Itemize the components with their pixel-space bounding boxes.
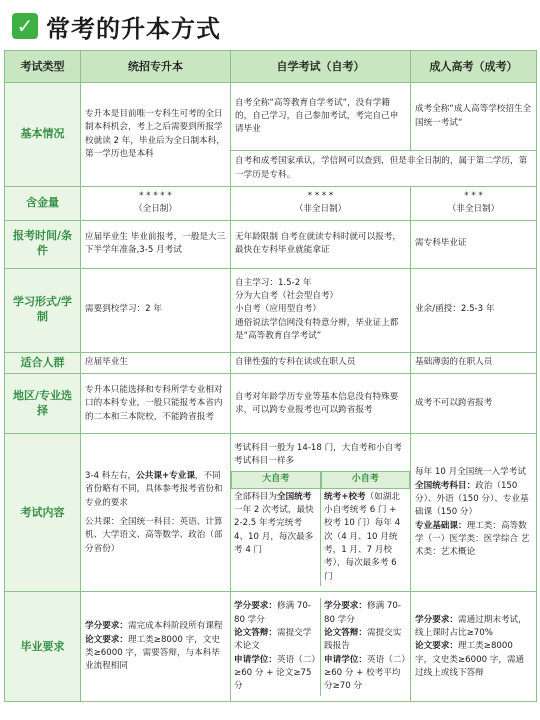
- page-title: 常考的升本方式: [46, 14, 221, 43]
- row-label-value: 含金量: [5, 187, 81, 221]
- header-row: [5, 51, 537, 83]
- text: 需提交实践报告: [324, 628, 402, 652]
- row-label-basic: 基本情况: [5, 83, 81, 187]
- line: [85, 634, 226, 674]
- line: [415, 480, 532, 520]
- bold-text: 申请学位：: [324, 654, 367, 665]
- text: 英语（二）≥60 分 + 校考平均分≥70 分: [324, 654, 406, 692]
- paragraph: 公共课：全国统一科目：英语、计算机、大学语文、高等数学、政治（部分省份）: [85, 516, 223, 554]
- line: [415, 614, 532, 641]
- text: 一年 2 次考试，最快 2-2.5 年考完统考 4、10 月，每次最多考 4 门: [234, 504, 314, 555]
- cell-basic-zikao: 自考全称“高等教育自学考试“，没有学籍的，自己学习，自己参加考试，考完自己申请毕业: [231, 83, 411, 151]
- line: 自主学习：1.5-2 年: [235, 277, 312, 288]
- text: 3-4 科左右，: [85, 471, 137, 482]
- bold-text: 全国统考科目：: [415, 480, 476, 491]
- table-row: [5, 374, 537, 434]
- line: 每年 10 月全国统一入学考试: [415, 467, 526, 478]
- line: [85, 620, 226, 633]
- cell-graduate-tongzhao: [81, 592, 231, 702]
- text: 理工类≥8000 字，文史类≥6000 字，需要答辩，与本科毕业流程相同: [85, 634, 220, 672]
- line: 分为大自考（社会型自考）: [235, 291, 339, 302]
- line: [324, 627, 407, 654]
- text: 政治（150 分）、外语（150 分）、专业基础课（150 分）: [415, 480, 529, 518]
- bold-text: 专业基础课：: [415, 520, 467, 531]
- cell-form-tongzhao: 需要到校学习：2 年: [81, 268, 231, 352]
- header-zikao: 自学考试（自考）: [231, 51, 411, 83]
- bold-text: 申请学位：: [234, 654, 277, 665]
- row-label-crowd: 适合人群: [5, 352, 81, 374]
- bold-text: 全国统考: [276, 491, 312, 502]
- text: （如湖北小自考统考 6 门 + 校考 10 门）每年 4 次（4 月、10 月统考，1 月、7 月校考），每次最多考 6 门: [324, 491, 401, 582]
- paragraph: [85, 470, 226, 510]
- cell-form-zikao: [231, 268, 411, 352]
- line: [415, 640, 532, 680]
- cell-graduate-zikao: [231, 592, 411, 702]
- note: （全日制）: [134, 204, 177, 215]
- da-graduate: [231, 598, 320, 695]
- row-label-graduate: 毕业要求: [5, 592, 81, 702]
- bold-text: 统考+校考: [324, 491, 366, 502]
- cell-graduate-chengkao: [411, 592, 537, 702]
- cell-form-chengkao: 业余/函授：2.5-3 年: [411, 268, 537, 352]
- cell-time-zikao: 无年龄限制 自考在就读专科时就可以报考，最快在专科毕业就能拿证: [231, 220, 411, 268]
- stars: * * * *: [307, 191, 334, 201]
- line: [324, 600, 407, 627]
- table-row: [5, 434, 537, 592]
- text: 需提交学术论文: [234, 628, 312, 652]
- cell-region-chengkao: 成考不可以跨省报考: [411, 374, 537, 434]
- sub-head-da: 大自考: [231, 471, 321, 489]
- text: 修满 70-80 学分: [234, 601, 311, 625]
- row-label-content: 考试内容: [5, 434, 81, 592]
- xiao-content: [320, 489, 410, 586]
- table-row: [5, 83, 537, 151]
- cell-value-tongzhao: [81, 187, 231, 221]
- line: 小自考（应用型自考）: [235, 304, 321, 315]
- text: 修满 70-80 学分: [324, 601, 401, 625]
- text: ，不同省份略有不同，具体参考报考省份和专业的要求: [85, 471, 223, 508]
- bold-text: 论文要求：: [85, 634, 128, 645]
- cell-content-zikao: [231, 434, 411, 592]
- xiao-graduate: [320, 598, 410, 695]
- comparison-table: [4, 50, 537, 702]
- text: 需完成本科阶段所有课程: [127, 621, 223, 632]
- cell-time-chengkao: 需专科毕业证: [411, 220, 537, 268]
- cell-content-chengkao: [411, 434, 537, 592]
- line: [234, 627, 317, 654]
- da-content: [231, 489, 320, 586]
- header: [12, 6, 221, 46]
- table-row: [5, 352, 537, 374]
- cell-basic-shared: 自考和成考国家承认，学信网可以查到，但是非全日制的，属于第二学历，第一学历是专科。: [231, 151, 537, 187]
- cell-value-zikao: [231, 187, 411, 221]
- stars: * * * * *: [139, 191, 172, 201]
- stars: * * *: [464, 191, 483, 201]
- cell-crowd-tongzhao: 应届毕业生: [81, 352, 231, 374]
- note: （非全日制）: [294, 204, 347, 215]
- zikao-split: [231, 489, 410, 586]
- cell-region-tongzhao: 专升本只能选择和专科所学专业相对口的本科专业，一般只能报考本省内的二本和三本院校，不能跨省报考: [81, 374, 231, 434]
- line: [234, 654, 317, 694]
- note: （非全日制）: [447, 204, 500, 215]
- line: [324, 654, 407, 694]
- bold-text: 论文要求：: [415, 641, 458, 652]
- cell-value-chengkao: [411, 187, 537, 221]
- bold-text: 论文答辩：: [324, 628, 367, 638]
- text: 需通过期末考试，线上课时占比≥70%: [415, 614, 527, 638]
- cell-content-tongzhao: [81, 434, 231, 592]
- table-row: [5, 220, 537, 268]
- cell-time-tongzhao: 应届毕业生 毕业前报考，一般是大三下半学年准备,3-5 月考试: [81, 220, 231, 268]
- header-chengkao: 成人高考（成考）: [411, 51, 537, 83]
- bold-text: 学分要求：: [415, 614, 458, 625]
- line: [234, 600, 317, 627]
- cell-crowd-zikao: 自律性强的专科在读或在职人员: [231, 352, 411, 374]
- text: 英语（二）≥60 分 + 论文≥75 分: [234, 654, 316, 692]
- cell-basic-chengkao: 成考全称“成人高等学校招生全国统一考试“: [411, 83, 537, 151]
- sub-head-xiao: 小自考: [321, 471, 411, 489]
- header-tongzhao: 统招专升本: [81, 51, 231, 83]
- check-icon: ✓: [12, 13, 38, 39]
- table-row: [5, 187, 537, 221]
- text: 全部科目为: [234, 491, 277, 502]
- cell-crowd-chengkao: 基础薄弱的在职人员: [411, 352, 537, 374]
- zikao-subheads: [231, 471, 410, 489]
- bold-text: 学分要求：: [85, 621, 128, 632]
- text: 理工类：高等数学（一）医学类：医学综合 艺术类：艺术概论: [415, 520, 530, 558]
- zikao-graduate-split: [231, 598, 410, 695]
- bold-text: 公共课+专业课: [136, 471, 195, 482]
- row-label-form: 学习形式/学制: [5, 268, 81, 352]
- table-row: [5, 268, 537, 352]
- header-type: 考试类型: [5, 51, 81, 83]
- line: [415, 520, 532, 560]
- bold-text: 学分要求：: [324, 601, 367, 612]
- cell-basic-tongzhao: 专升本是目前唯一专科生可考的全日制本科机会，考上之后需要到所报学校就读 2 年，毕业后为全日制本科，第一学历也是本科: [81, 83, 231, 187]
- bold-text: 论文答辩：: [234, 628, 277, 638]
- row-label-time: 报考时间/条件: [5, 220, 81, 268]
- table-row: [5, 592, 537, 702]
- cell-region-zikao: 自考对年龄学历专业等基本信息没有特殊要求，可以跨专业报考也可以跨省报考: [231, 374, 411, 434]
- text: 理工类≥8000 字，文史类≥6000 字，需通过线上或线下答辩: [415, 641, 525, 678]
- zikao-intro: 考试科目一般为 14-18 门，大自考和小自考考试科目一样多: [234, 443, 402, 467]
- row-label-region: 地区/专业选择: [5, 374, 81, 434]
- bold-text: 学分要求：: [234, 601, 277, 612]
- line: 通俗说法学信网没有特意分辨，毕业证上都是“高等教育自学考试”: [235, 317, 399, 342]
